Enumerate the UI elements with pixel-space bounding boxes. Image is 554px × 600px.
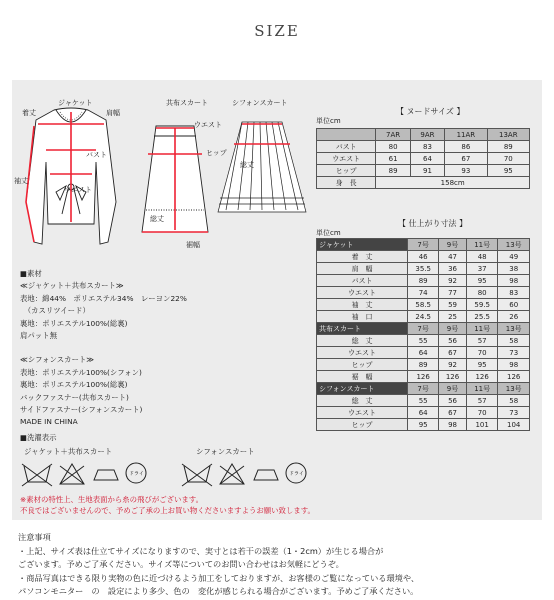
cell-value: 73: [498, 347, 530, 359]
cell-value: 67: [439, 407, 467, 419]
cell-value: 57: [466, 335, 498, 347]
cell-value: 77: [439, 287, 467, 299]
table-row: [317, 347, 530, 359]
cell-value: 49: [498, 251, 530, 263]
chiffon-skirt-sketch-icon: [218, 122, 306, 212]
size-header: 9号: [439, 323, 467, 335]
bust-label: バスト: [86, 151, 107, 159]
cell-value: 126: [408, 371, 439, 383]
table-row: [317, 407, 530, 419]
garment-diagram: [16, 92, 316, 262]
row-label: 袖 口: [317, 311, 408, 323]
care-chiffon-label: シフォンスカート: [196, 447, 255, 456]
row-label: 総 丈: [317, 395, 408, 407]
cell-value: 95: [466, 359, 498, 371]
section-header-row: [317, 239, 530, 251]
hip-label: ヒップ: [206, 149, 227, 157]
cell-value: 25: [439, 311, 467, 323]
dry-label: ドライ: [129, 471, 144, 477]
nude-header: 7AR: [376, 129, 410, 141]
nude-size-table: [316, 128, 530, 189]
row-label: 裾 幅: [317, 371, 408, 383]
cell-value: 95: [408, 419, 439, 431]
cell-value: 92: [439, 359, 467, 371]
no-wash-icon: [182, 464, 212, 486]
iron-icon: [94, 470, 118, 480]
table-row: [317, 251, 530, 263]
cell-value: 37: [466, 263, 498, 275]
cell-value: 64: [408, 407, 439, 419]
nude-table-unit: 単位cm: [316, 117, 341, 125]
page-title: SIZE: [254, 22, 300, 40]
hem-width-label: 裾幅: [186, 241, 200, 249]
cell-value: 36: [439, 263, 467, 275]
table-row: 身 長 158cm: [317, 177, 530, 189]
nude-header: [317, 129, 376, 141]
section-label: シフォンスカート: [317, 383, 408, 395]
cell-value: 59: [439, 299, 467, 311]
cell-value: 47: [439, 251, 467, 263]
row-label: ヒップ: [317, 359, 408, 371]
section-header-row: [317, 323, 530, 335]
table-row: [317, 395, 530, 407]
size-header: 7号: [408, 323, 439, 335]
cell-value: 70: [466, 407, 498, 419]
cell-value: 64: [408, 347, 439, 359]
cell-value: 104: [498, 419, 530, 431]
row-label: バスト: [317, 275, 408, 287]
cell-value: 24.5: [408, 311, 439, 323]
cell-value: 25.5: [466, 311, 498, 323]
row-label: ウエスト: [317, 347, 408, 359]
cell-value: 126: [498, 371, 530, 383]
cell-value: 26: [498, 311, 530, 323]
dry-label: ドライ: [289, 471, 304, 477]
cell-value: 58: [498, 395, 530, 407]
table-row: ウエスト 61 64 67 70: [317, 153, 530, 165]
table-row: バスト 80 83 86 89: [317, 141, 530, 153]
cell-value: 98: [498, 359, 530, 371]
nude-table-title: 【 ヌードサイズ 】: [396, 107, 465, 116]
section-label: ジャケット: [317, 239, 408, 251]
chiffon-label: シフォンスカート: [232, 99, 288, 107]
shoulder-width-label: 肩幅: [106, 109, 120, 117]
chiffon-skirt-length-label: 総丈: [240, 161, 254, 169]
cell-value: 59.5: [466, 299, 498, 311]
cell-value: 56: [439, 395, 467, 407]
skirt-length-label: 総丈: [150, 215, 164, 223]
table-row: [317, 287, 530, 299]
section-header-row: [317, 383, 530, 395]
finished-size-table: [316, 238, 530, 431]
cell-value: 48: [466, 251, 498, 263]
table-row: [317, 311, 530, 323]
size-header: 7号: [408, 239, 439, 251]
length-label: 着丈: [22, 109, 36, 117]
row-label: 着 丈: [317, 251, 408, 263]
no-wash-icon: [22, 464, 52, 486]
table-row: [317, 263, 530, 275]
cell-value: 70: [466, 347, 498, 359]
cell-value: 55: [408, 395, 439, 407]
skirt-label: 共布スカート: [166, 99, 208, 107]
sleeve-length-label: 袖丈: [14, 177, 28, 185]
skirt-waist-label: ウエスト: [194, 121, 222, 129]
care-symbols: [18, 456, 314, 490]
size-header: 13号: [498, 239, 530, 251]
row-label: 総 丈: [317, 335, 408, 347]
finished-table-title: 【 仕上がり寸法 】: [398, 219, 468, 228]
material-section: ■素材 ≪ジャケット＋共布スカート≫ 表地：綿44% ポリエステル34% レーヨン22% （カスリツイード） 裏地：ポリエステル100%(総裏) 肩パット無 ≪シフォンスカート≫ 表地：ポリエステル100%(シフォン) 裏地：ポリエステル100%(総裏) バックファスナー(共布スカート) サイドファスナー(シフォンスカート) MADE IN CHINA: [20, 269, 187, 427]
size-header: 9号: [439, 383, 467, 395]
table-row: [317, 359, 530, 371]
row-label: 肩 幅: [317, 263, 408, 275]
care-section: ■洗濯表示: [20, 433, 57, 442]
cell-value: 92: [439, 275, 467, 287]
cell-value: 58.5: [408, 299, 439, 311]
table-row: ヒップ 89 91 93 95: [317, 165, 530, 177]
size-header: 11号: [466, 239, 498, 251]
cell-value: 58: [498, 335, 530, 347]
cell-value: 80: [466, 287, 498, 299]
nude-header: 9AR: [410, 129, 444, 141]
cell-value: 57: [466, 395, 498, 407]
cell-value: 98: [439, 419, 467, 431]
no-bleach-icon: [60, 464, 84, 484]
finished-table-unit: 単位cm: [316, 229, 341, 237]
row-label: 袖 丈: [317, 299, 408, 311]
care-jacket-label: ジャケット＋共布スカート: [24, 447, 113, 456]
cell-value: 101: [466, 419, 498, 431]
cell-value: 35.5: [408, 263, 439, 275]
cell-value: 46: [408, 251, 439, 263]
cell-value: 55: [408, 335, 439, 347]
cell-value: 126: [439, 371, 467, 383]
no-bleach-icon: [220, 464, 244, 484]
size-header: 13号: [498, 323, 530, 335]
warning-text: ※素材の特性上、生地表面から糸の飛びがございます。 不良ではございませんので、予めご了承の上お買い物くださいますようお願い致します。: [20, 495, 315, 515]
table-row: [317, 335, 530, 347]
size-header: 11号: [466, 383, 498, 395]
size-header: 7号: [408, 383, 439, 395]
table-row: [317, 299, 530, 311]
cell-value: 126: [466, 371, 498, 383]
cell-value: 38: [498, 263, 530, 275]
jacket-label: ジャケット: [58, 99, 93, 107]
iron-icon: [254, 470, 278, 480]
waist-label: ウエスト: [64, 186, 92, 194]
cell-value: 89: [408, 359, 439, 371]
row-label: ヒップ: [317, 419, 408, 431]
size-header: 9号: [439, 239, 467, 251]
section-label: 共布スカート: [317, 323, 408, 335]
notes-section: 注意事項 ・上記、サイズ表は仕立てサイズになりますので、実寸とは若干の誤差（1・2cm）が生じる場合が ございます。予めご了承ください。サイズ等についてのお問い合わせはお気軽にどうぞ。 ・商品写真はできる限り実物の色に近づけるよう加工をしておりますが、お客様のご覧になっている環境や、 パソコンモニター の 設定により多少、色の 変化が感じられる場合がございます。予めご了承ください。: [18, 532, 420, 596]
size-header: 13号: [498, 383, 530, 395]
table-row: [317, 419, 530, 431]
size-header: 11号: [466, 323, 498, 335]
cell-value: 74: [408, 287, 439, 299]
cell-value: 73: [498, 407, 530, 419]
cell-value: 67: [439, 347, 467, 359]
table-row: [317, 371, 530, 383]
cell-value: 98: [498, 275, 530, 287]
cell-value: 89: [408, 275, 439, 287]
cell-value: 95: [466, 275, 498, 287]
cell-value: 60: [498, 299, 530, 311]
table-row: [317, 275, 530, 287]
row-label: ウエスト: [317, 407, 408, 419]
row-label: ウエスト: [317, 287, 408, 299]
cell-value: 83: [498, 287, 530, 299]
nude-header: 11AR: [445, 129, 487, 141]
nude-header: 13AR: [487, 129, 529, 141]
cell-value: 56: [439, 335, 467, 347]
